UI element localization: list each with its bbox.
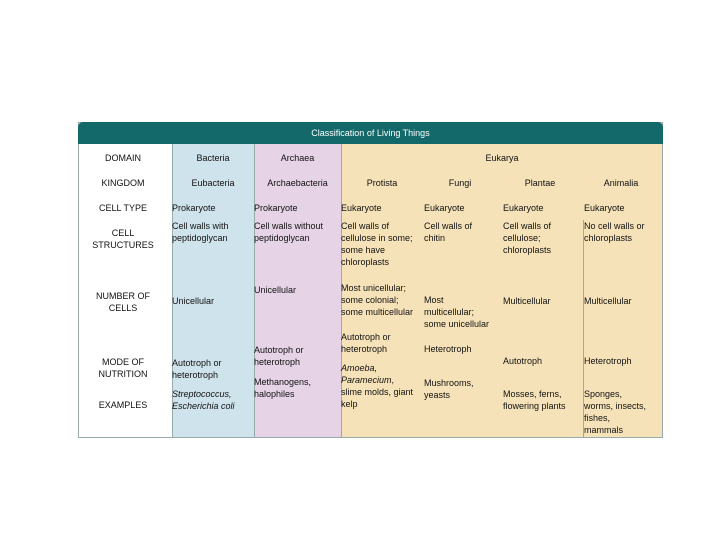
domain-archaea: Archaea	[280, 153, 315, 163]
kingdom-archaebacteria: Archaebacteria	[267, 178, 328, 188]
number-of-cells-plantae: Multicellular	[503, 296, 551, 306]
cell-structures-archaebacteria: Cell walls without peptidoglycan	[254, 221, 324, 243]
domain-row-label: DOMAIN	[105, 153, 141, 163]
kingdom-fungi: Fungi	[448, 178, 472, 188]
mode-of-nutrition-row-label: MODE OF NUTRITION	[98, 357, 148, 379]
domain-bacteria: Bacteria	[196, 153, 230, 163]
kingdom-plantae: Plantae	[524, 178, 556, 188]
cell-type-fungi: Eukaryote	[424, 203, 465, 213]
domain-eukarya: Eukarya	[485, 153, 519, 163]
examples-fungi: Mushrooms, yeasts	[424, 378, 474, 400]
nutrition-animalia: Heterotroph	[584, 356, 632, 366]
kingdom-eubacteria: Eubacteria	[191, 178, 235, 188]
examples-row-label: EXAMPLES	[98, 400, 148, 410]
number-of-cells-animalia: Multicellular	[584, 296, 632, 306]
cell-structures-fungi: Cell walls of chitin	[424, 221, 473, 243]
nutrition-eubacteria: Autotroph or heterotroph	[172, 358, 222, 380]
nutrition-archaebacteria: Autotroph or heterotroph	[254, 345, 304, 367]
cell-type-eubacteria: Prokaryote	[172, 203, 216, 213]
cell-type-row-label: CELL TYPE	[98, 203, 148, 213]
number-of-cells-fungi: Most multicellular; some unicellular	[424, 295, 490, 329]
number-of-cells-row-label: NUMBER OF CELLS	[96, 291, 150, 313]
kingdom-protista: Protista	[366, 178, 398, 188]
cell-type-archaebacteria: Prokaryote	[254, 203, 298, 213]
cell-structures-row-label: CELL STRUCTURES	[92, 228, 154, 250]
kingdom-animalia: Animalia	[603, 178, 639, 188]
cell-structures-eubacteria: Cell walls with peptidoglycan	[172, 221, 229, 243]
examples-protista: Amoeba, Paramecium, slime molds, giant kelp	[341, 363, 414, 409]
table-title: Classification of Living Things	[78, 122, 663, 144]
cell-type-animalia: Eukaryote	[584, 203, 625, 213]
examples-plantae: Mosses, ferns, flowering plants	[503, 389, 566, 411]
nutrition-protista: Autotroph or heterotroph	[341, 332, 391, 354]
examples-animalia: Sponges, worms, insects, fishes, mammals	[584, 389, 647, 435]
nutrition-plantae: Autotroph	[503, 356, 543, 366]
kingdom-row-label: KINGDOM	[101, 178, 145, 188]
cell-structures-protista: Cell walls of cellulose in some; some have chloroplasts	[341, 221, 413, 267]
number-of-cells-eubacteria: Unicellular	[172, 296, 215, 306]
cell-type-plantae: Eukaryote	[503, 203, 544, 213]
cell-structures-plantae: Cell walls of cellulose; chloroplasts	[503, 221, 552, 255]
cell-structures-animalia: No cell walls or chloroplasts	[584, 221, 645, 243]
examples-archaebacteria: Methanogens, halophiles	[254, 377, 312, 399]
number-of-cells-archaebacteria: Unicellular	[254, 285, 297, 295]
nutrition-fungi: Heterotroph	[424, 344, 472, 354]
examples-eubacteria: Streptococcus, Escherichia coli	[172, 389, 235, 411]
cell-type-protista: Eukaryote	[341, 203, 382, 213]
number-of-cells-protista: Most unicellular; some colonial; some multicellular	[341, 283, 414, 317]
